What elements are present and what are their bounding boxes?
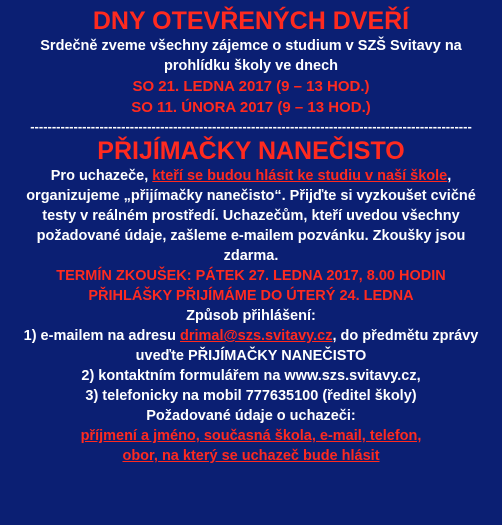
open-day-date-1: SO 21. LEDNA 2017 (9 – 13 HOD.) <box>132 78 370 95</box>
open-day-date-2: SO 11. ÚNORA 2017 (9 – 13 HOD.) <box>131 99 371 116</box>
mock-exam-title: PŘIJÍMAČKY NANEČISTO <box>97 137 405 165</box>
registration-method-1 <box>6 326 496 346</box>
required-data-line-2: obor, na který se uchazeč bude hlásit <box>122 448 380 464</box>
registration-method-1-subject: uveďte PŘIJÍMAČKY NANEČISTO <box>135 348 367 364</box>
mock-exam-section <box>6 136 496 466</box>
mock-exam-paragraph-line-3: testy v reálném prostředí. Uchazečům, kteří uvedou všechny <box>42 208 460 224</box>
open-day-title: DNY OTEVŘENÝCH DVEŘÍ <box>92 7 410 35</box>
mock-exam-paragraph-line-4: požadované údaje, zašleme e-mailem pozvánku. Zkoušky jsou <box>36 228 466 244</box>
mock-exam-paragraph-line-5: zdarma. <box>223 248 279 264</box>
applicants-link[interactable]: kteří se budou hlásit ke studiu v naší škole <box>152 168 448 184</box>
applications-deadline: PŘIHLÁŠKY PŘIJÍMÁME DO ÚTERÝ 24. LEDNA <box>88 288 414 304</box>
mock-exam-paragraph-line-1 <box>6 166 496 186</box>
paragraph-text: , <box>447 168 452 184</box>
open-day-intro-line-1: Srdečně zveme všechny zájemce o studium v SZŠ Svitavy na <box>40 38 462 54</box>
exam-term: TERMÍN ZKOUŠEK: PÁTEK 27. LEDNA 2017, 8.00 HODIN <box>56 268 446 284</box>
email-link[interactable]: drimal@szs.svitavy.cz <box>179 328 333 344</box>
mock-exam-paragraph-line-2: organizujeme „přijímačky nanečisto“. Přijďte si vyzkoušet cvičné <box>26 188 476 204</box>
method-text: , do předmětu zprávy <box>332 328 479 344</box>
registration-method-heading: Způsob přihlášení: <box>186 308 316 324</box>
method-text: 1) e-mailem na adresu <box>23 328 180 344</box>
required-data-heading: Požadované údaje o uchazeči: <box>146 408 356 424</box>
required-data-line-1: příjmení a jméno, současná škola, e-mail, telefon, <box>80 428 422 444</box>
registration-method-2: 2) kontaktním formulářem na www.szs.svitavy.cz, <box>81 368 421 384</box>
open-day-intro-line-2: prohlídku školy ve dnech <box>163 58 339 74</box>
section-divider: ------------------------------------------------------------------------------------------------------ <box>30 120 472 134</box>
paragraph-text: Pro uchazeče, <box>50 168 153 184</box>
registration-method-3: 3) telefonicky na mobil 777635100 (ředitel školy) <box>85 388 417 404</box>
